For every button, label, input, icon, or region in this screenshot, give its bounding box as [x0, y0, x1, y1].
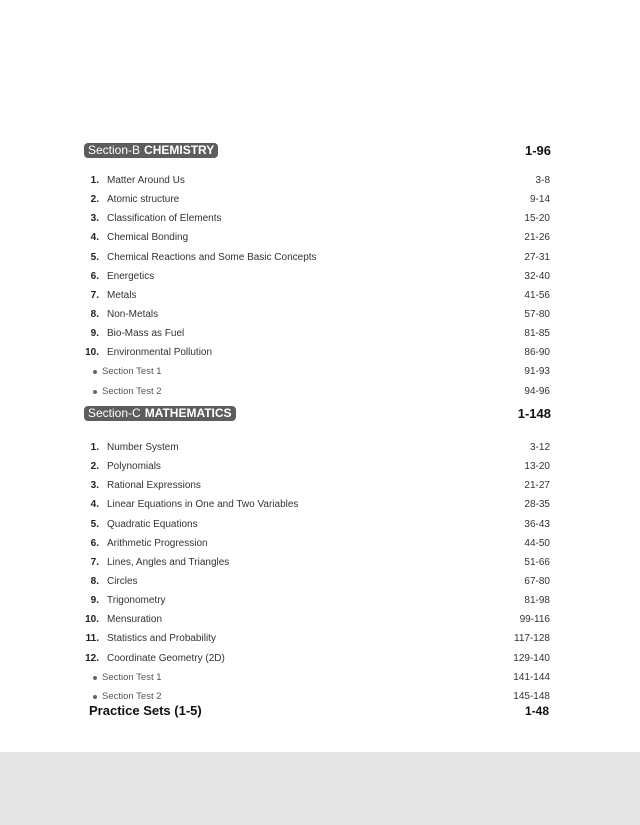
chapter-row	[84, 438, 552, 457]
chapter-row	[84, 171, 552, 190]
page-bottom-band	[0, 752, 640, 825]
chapter-title: Arithmetic Progression	[107, 537, 208, 549]
chapter-title: Environmental Pollution	[107, 347, 213, 359]
chapter-title: Rational Expressions	[107, 480, 201, 492]
chapter-number: 3.	[90, 480, 99, 492]
chapter-title: Circles	[107, 575, 138, 587]
chapter-row	[84, 476, 552, 495]
chapter-pages: 51-66	[524, 556, 550, 568]
chapter-number: 4.	[90, 499, 99, 511]
chapter-title: Polynomials	[107, 461, 161, 473]
section-test-title: Section Test 2	[102, 690, 162, 702]
chapter-row	[84, 629, 552, 648]
chapter-pages: 9-14	[529, 194, 550, 206]
chapter-row	[84, 495, 552, 514]
chapter-pages: 21-27	[524, 480, 550, 492]
section-test-pages: 91-93	[524, 366, 550, 378]
chapter-row	[84, 553, 552, 572]
chapter-row	[84, 534, 552, 553]
chapter-pages: 27-31	[524, 251, 550, 263]
chapter-pages: 13-20	[524, 461, 550, 473]
chapter-title: Quadratic Equations	[107, 518, 198, 530]
chapter-number: 9.	[90, 328, 99, 340]
chapter-row	[84, 515, 552, 534]
section-page-range: 1-148	[517, 406, 551, 421]
bullet-icon	[93, 676, 97, 680]
chapter-number: 1.	[90, 175, 99, 186]
section-subject: CHEMISTRY	[144, 143, 215, 157]
chapter-row	[84, 209, 552, 228]
chapter-row	[84, 610, 552, 629]
section-page-range: 1-96	[524, 143, 551, 158]
chapter-list	[84, 171, 552, 401]
practice-sets-label: Practice Sets (1-5)	[89, 703, 202, 718]
chapter-number: 10.	[85, 614, 99, 626]
chapter-title: Number System	[107, 442, 179, 453]
section-chemistry	[84, 143, 552, 401]
chapter-row	[84, 343, 552, 362]
bullet-icon	[93, 390, 97, 394]
section-test-row	[84, 382, 552, 401]
chapter-row	[84, 286, 552, 305]
chapter-title: Statistics and Probability	[107, 633, 216, 645]
chapter-number: 6.	[90, 270, 99, 282]
chapter-pages: 81-85	[524, 328, 550, 340]
section-badge	[84, 143, 218, 158]
chapter-title: Linear Equations in One and Two Variables	[107, 499, 299, 511]
chapter-row	[84, 649, 552, 668]
chapter-title: Bio-Mass as Fuel	[107, 328, 185, 340]
chapter-number: 12.	[85, 652, 99, 664]
chapter-row	[84, 267, 552, 286]
chapter-number: 3.	[90, 213, 99, 225]
chapter-pages: 86-90	[524, 347, 550, 359]
chapter-number: 5.	[90, 251, 99, 263]
chapter-title: Classification of Elements	[107, 213, 222, 225]
chapter-row	[84, 228, 552, 247]
bullet-icon	[93, 370, 97, 374]
bullet-icon	[93, 695, 97, 699]
chapter-number: 8.	[90, 308, 99, 320]
chapter-pages: 117-128	[514, 633, 550, 645]
section-test-title: Section Test 2	[102, 385, 162, 397]
chapter-number: 4.	[90, 232, 99, 244]
chapter-pages: 21-26	[524, 232, 550, 244]
chapter-row	[84, 457, 552, 476]
chapter-pages: 41-56	[524, 289, 550, 301]
section-test-title: Section Test 1	[102, 671, 162, 683]
chapter-pages: 57-80	[524, 308, 550, 320]
chapter-pages: 15-20	[524, 213, 550, 225]
chapter-title: Chemical Reactions and Some Basic Concepts	[107, 251, 317, 263]
chapter-pages: 81-98	[524, 595, 550, 607]
chapter-list	[84, 438, 552, 706]
chapter-number: 8.	[90, 575, 99, 587]
chapter-number: 7.	[90, 556, 99, 568]
chapter-pages: 32-40	[524, 270, 550, 282]
section-label: Section-B	[88, 143, 141, 157]
section-header	[84, 406, 552, 424]
chapter-title: Chemical Bonding	[107, 232, 189, 244]
chapter-row	[84, 572, 552, 591]
chapter-row	[84, 248, 552, 267]
section-subject: MATHEMATICS	[144, 406, 232, 420]
chapter-title: Energetics	[107, 270, 155, 282]
section-test-pages: 94-96	[524, 385, 550, 397]
chapter-number: 2.	[90, 461, 99, 473]
chapter-number: 1.	[90, 442, 99, 453]
chapter-number: 2.	[90, 194, 99, 206]
chapter-pages: 44-50	[524, 537, 550, 549]
chapter-row	[84, 190, 552, 209]
section-label: Section-C	[88, 406, 141, 420]
section-test-row	[84, 362, 552, 381]
chapter-title: Atomic structure	[107, 194, 180, 206]
section-test-pages: 141-144	[513, 671, 550, 683]
chapter-pages: 129-140	[513, 652, 550, 664]
section-test-title: Section Test 1	[102, 366, 162, 378]
chapter-number: 7.	[90, 289, 99, 301]
chapter-pages: 36-43	[524, 518, 550, 530]
chapter-number: 11.	[85, 633, 99, 645]
chapter-number: 6.	[90, 537, 99, 549]
chapter-title: Trigonometry	[107, 595, 166, 607]
chapter-pages: 3-8	[535, 175, 550, 186]
section-mathematics	[84, 406, 552, 706]
chapter-row	[84, 591, 552, 610]
chapter-number: 9.	[90, 595, 99, 607]
chapter-pages: 67-80	[524, 575, 550, 587]
chapter-number: 10.	[85, 347, 99, 359]
chapter-row	[84, 324, 552, 343]
chapter-number: 5.	[90, 518, 99, 530]
chapter-title: Metals	[107, 289, 137, 301]
chapter-title: Lines, Angles and Triangles	[107, 556, 230, 568]
section-header	[84, 143, 552, 161]
chapter-pages: 28-35	[524, 499, 550, 511]
section-test-pages: 145-148	[513, 690, 550, 702]
chapter-row	[84, 305, 552, 324]
chapter-pages: 99-116	[519, 614, 550, 626]
chapter-title: Non-Metals	[107, 308, 159, 320]
chapter-pages: 3-12	[529, 442, 550, 453]
chapter-title: Mensuration	[107, 614, 163, 626]
practice-sets-pages: 1-48	[524, 704, 549, 718]
section-badge	[84, 406, 236, 421]
chapter-title: Matter Around Us	[107, 175, 185, 186]
section-test-row	[84, 668, 552, 687]
chapter-title: Coordinate Geometry (2D)	[107, 652, 225, 664]
practice-sets-row	[84, 703, 552, 721]
